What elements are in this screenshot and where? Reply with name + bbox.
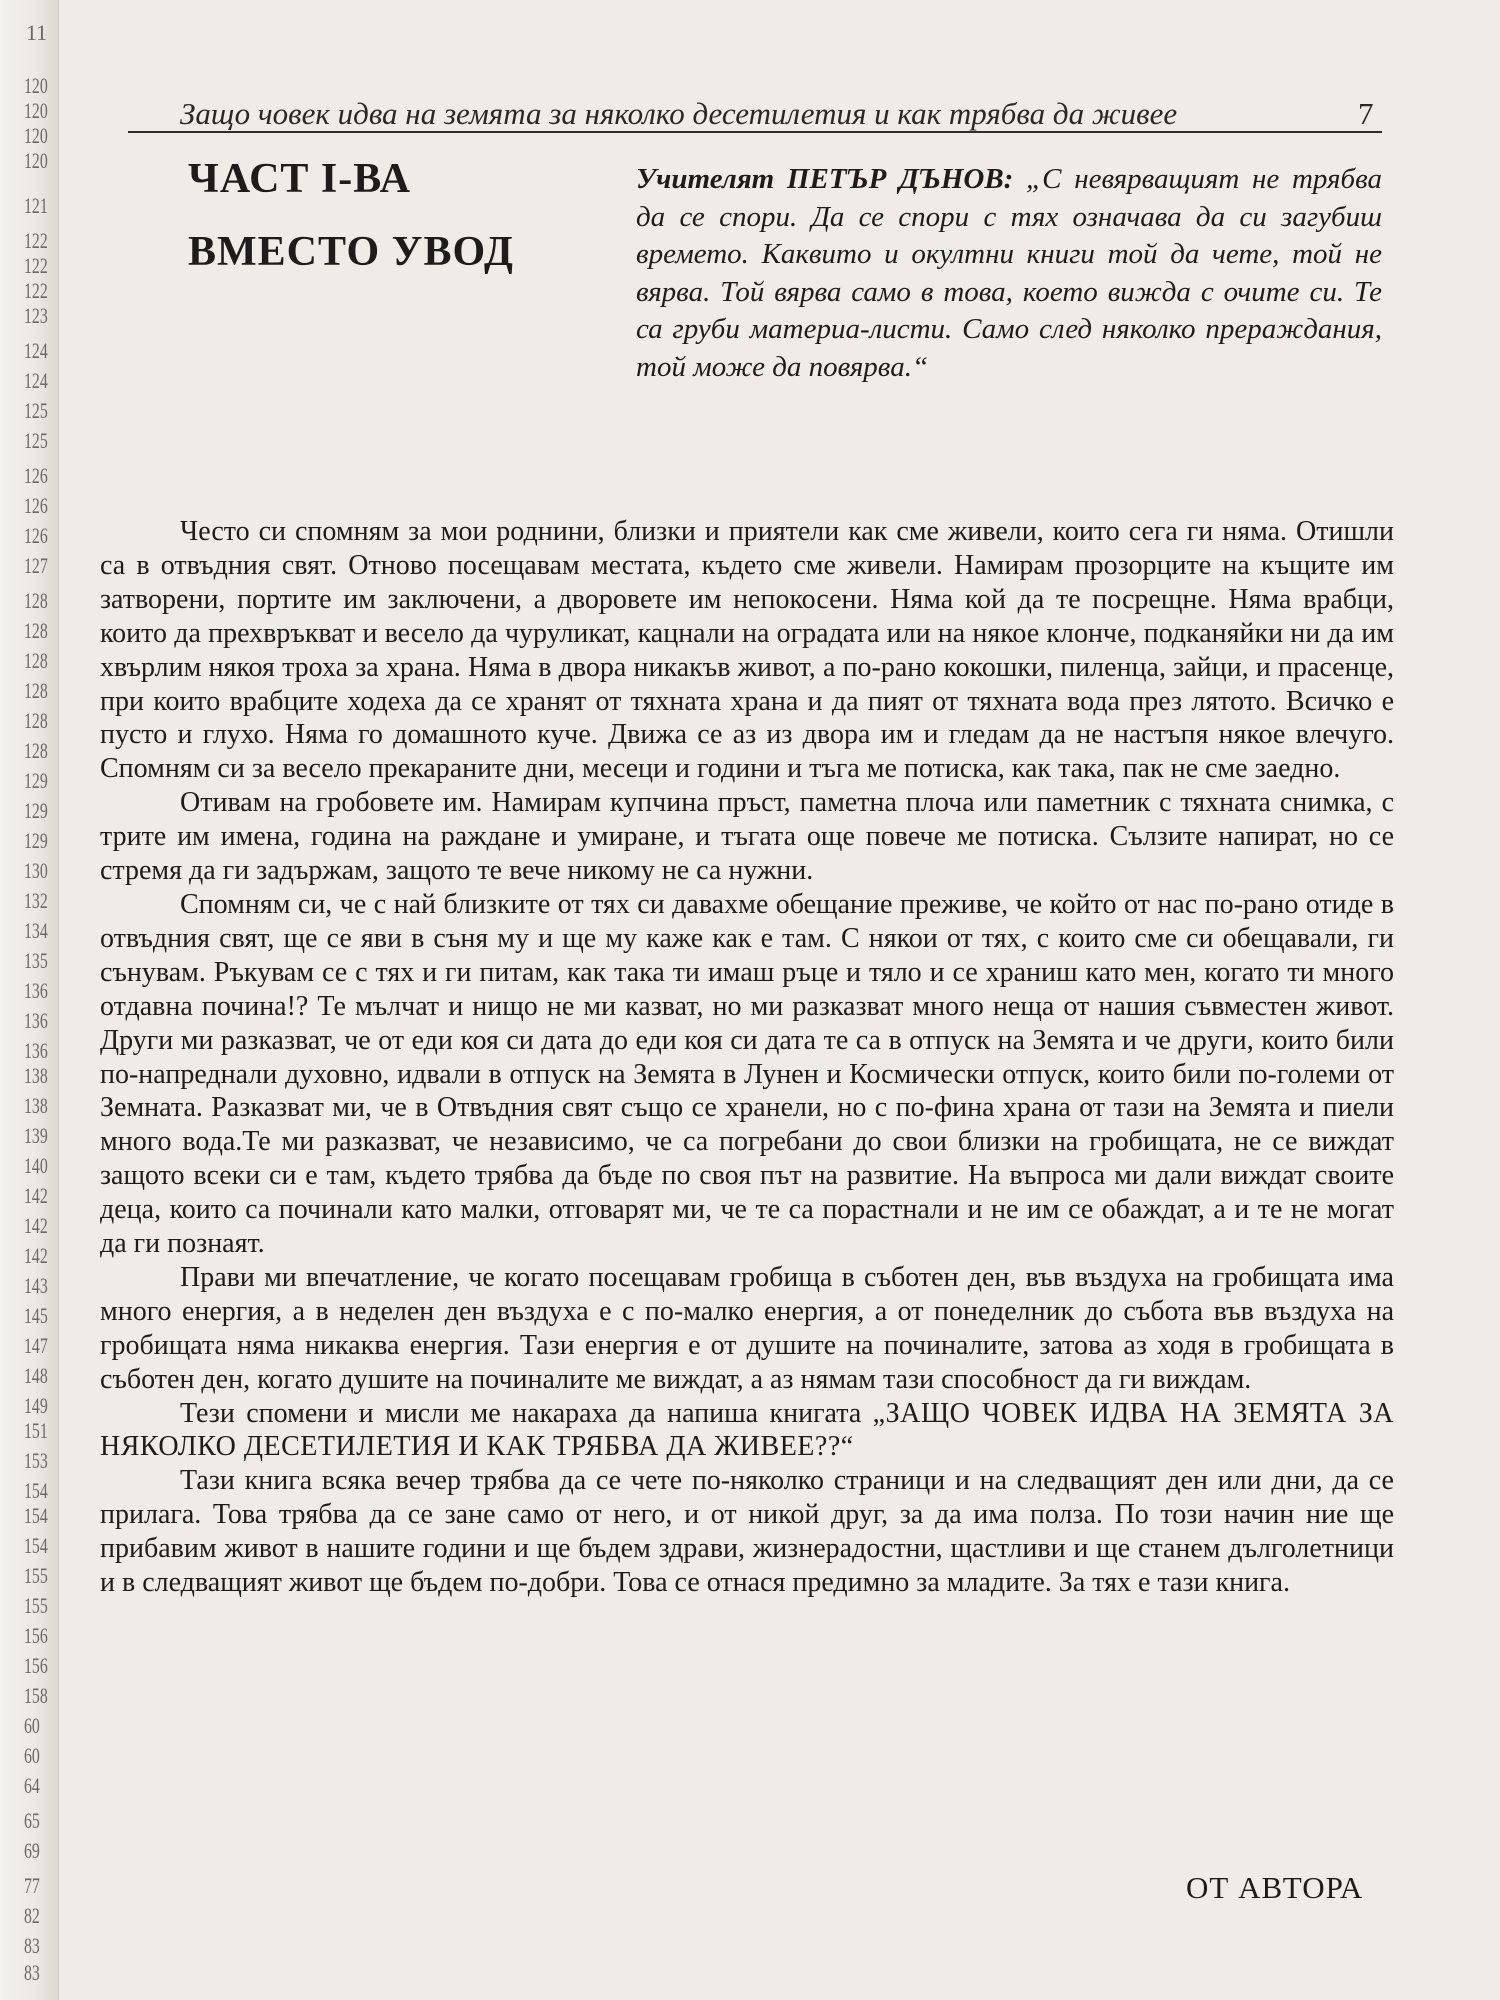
gutter-number: 128 bbox=[24, 648, 48, 673]
gutter-number: 149 bbox=[24, 1393, 48, 1418]
gutter-number: 129 bbox=[24, 828, 48, 853]
gutter-number: 148 bbox=[24, 1363, 48, 1388]
gutter-number: 129 bbox=[24, 768, 48, 793]
gutter-number: 156 bbox=[24, 1623, 48, 1648]
gutter-number: 126 bbox=[24, 523, 48, 548]
gutter-number: 126 bbox=[24, 493, 48, 518]
gutter-number: 134 bbox=[24, 918, 48, 943]
epigraph-author: Учителят ПЕТЪР ДЪНОВ: bbox=[636, 163, 1014, 195]
gutter-number: 65 bbox=[24, 1808, 40, 1833]
gutter-number: 139 bbox=[24, 1123, 48, 1148]
book-mention-lead: Тези спомени и мисли ме накараха да напиша книгата bbox=[180, 1397, 873, 1429]
gutter-top-mark: 11 bbox=[26, 20, 48, 45]
gutter-number: 147 bbox=[24, 1333, 48, 1358]
gutter-number: 127 bbox=[24, 553, 48, 578]
gutter-number: 126 bbox=[24, 463, 48, 488]
gutter-number: 129 bbox=[24, 798, 48, 823]
gutter-number: 154 bbox=[24, 1503, 48, 1528]
section-title: ВМЕСТО УВОД bbox=[188, 229, 514, 275]
gutter-number: 151 bbox=[24, 1418, 48, 1443]
gutter-number: 136 bbox=[24, 1008, 48, 1033]
gutter-number: 156 bbox=[24, 1653, 48, 1678]
gutter-number: 120 bbox=[24, 123, 48, 148]
gutter-number: 154 bbox=[24, 1478, 48, 1503]
gutter-number: 124 bbox=[24, 338, 48, 363]
closing-paragraph: Тази книга всяка вечер трябва да се чете по-няколко страници и на следващият ден или дни, да се прилага. Това трябва да се зане само от него, и от никой друг, за да има полза. По този начин ние ще прибавим живот в нашите години и ще бъдем здрави, жизнерадостни, щастливи и ще станем дълголетници и в следващият живот ще бъдем по-добри. Това се отнася предимно за младите. За тях е тази книга. bbox=[100, 1465, 1394, 1599]
gutter-number: 128 bbox=[24, 738, 48, 763]
gutter-number: 140 bbox=[24, 1153, 48, 1178]
gutter-number: 83 bbox=[24, 1933, 40, 1958]
gutter-number: 142 bbox=[24, 1183, 48, 1208]
gutter-number: 128 bbox=[24, 588, 48, 613]
gutter-number: 154 bbox=[24, 1533, 48, 1558]
gutter-number: 120 bbox=[24, 98, 48, 123]
gutter-number: 122 bbox=[24, 278, 48, 303]
gutter-number: 123 bbox=[24, 303, 48, 328]
gutter-number: 122 bbox=[24, 253, 48, 278]
gutter-number: 136 bbox=[24, 1038, 48, 1063]
gutter-number: 64 bbox=[24, 1773, 40, 1798]
gutter-number: 82 bbox=[24, 1903, 40, 1928]
gutter-number: 128 bbox=[24, 708, 48, 733]
gutter-number: 60 bbox=[24, 1743, 40, 1768]
gutter-number: 143 bbox=[24, 1273, 48, 1298]
paragraph: Често си спомням за мои роднини, близки и приятели как сме живели, които сега ги няма. Отишли са в отвъдния свят. Отново посещавам местата, където сме живели. Намирам прозорците на къщите им затворени, портите им заключени, а дворовете им непокосени. Няма кой да те посрещне. Няма врабци, които да прехвръкват и весело да чуруликат, кацнали на оградата или на някое клонче, подканяйки ни да им хвърлим някоя троха за храна. Няма в двора никакъв живот, а по-рано кокошки, пиленца, зайци, и прасенце, при които врабците ходеха да се хранят от тяхната храна и да пият от тяхната вода през лятото. Всичко е пусто и глухо. Няма го домашното куче. Движа се аз из двора им и гледам да не настъпя някое влечуго. Спомням си за весело прекараните дни, месеци и години и тъга ме потиска, как така, пак не сме заедно. bbox=[100, 516, 1394, 785]
gutter-number: 60 bbox=[24, 1713, 40, 1738]
book-title: „ЗАЩО ЧОВЕК ИДВА НА ЗЕМЯТА ЗА НЯКОЛКО ДЕСЕТИЛЕТИЯ И КАК ТРЯБВА ДА ЖИВЕЕ??“ bbox=[100, 1397, 1394, 1463]
book-mention-paragraph bbox=[100, 1397, 1394, 1465]
gutter-number: 138 bbox=[24, 1063, 48, 1088]
gutter-number: 128 bbox=[24, 678, 48, 703]
gutter-number: 125 bbox=[24, 428, 48, 453]
paragraph: Спомням си, че с най близките от тях си давахме обещание преживе, че който от нас по-рано отиде в отвъдния свят, ще се яви в съня му и ще му каже как е там. С някои от тях, с които сме си обещавали, ги сънувам. Ръкувам се с тях и ги питам, как така ти имаш ръце и тяло и се храниш като мен, когато ти много отдавна почина!? Те мълчат и нищо не ми казват, но ми разказват много неща от нашия съвместен живот. Други ми разказват, че от еди коя си дата до еди коя си дата те са в отпуск на Земята и че други, които били по-напреднали духовно, идвали в отпуск на Земята в Лунен и Космически отпуск, които били по-големи от Земната. Разказват ми, че в Отвъдния свят също се хранели, но с по-фина храна от тази на Земята и пиели много вода.Те ми разказват, че независимо, че са погребани до свои близки на гробищата, не се виждат защото всеки си е там, където трябва да бъде по своя път на развитие. На въпроса ми дали виждат своите деца, които са починали като малки, отговарят ми, че те са порастнали и не им се обаждат, а и те не могат да ги познаят. bbox=[100, 888, 1394, 1260]
gutter-number: 122 bbox=[24, 228, 48, 253]
gutter-number: 136 bbox=[24, 978, 48, 1003]
gutter-number: 132 bbox=[24, 888, 48, 913]
gutter-number: 120 bbox=[24, 148, 48, 173]
page-number: 7 bbox=[1358, 96, 1374, 131]
epigraph-text: „С невярващият не трябва да се спори. Да се спори с тях означава да си загубиш времето. Каквито и окултни книги той да чете, той не вярва. Той вярва само в това, което вижда с очите си. Те са груби материа-листи. Само след няколко прераждания, той може да повярва.“ bbox=[636, 163, 1382, 383]
epigraph-quote bbox=[636, 161, 1382, 386]
running-header-title: Защо човек идва на земята за няколко десетилетия и как трябва да живее bbox=[180, 96, 1178, 131]
header-rule bbox=[128, 131, 1382, 133]
adjacent-page-gutter bbox=[0, 0, 59, 2000]
gutter-number: 121 bbox=[24, 193, 48, 218]
gutter-number: 69 bbox=[24, 1838, 40, 1863]
gutter-number: 130 bbox=[24, 858, 48, 883]
author-signature: ОТ АВТОРА bbox=[1186, 1870, 1364, 1905]
gutter-number: 138 bbox=[24, 1093, 48, 1118]
gutter-number: 158 bbox=[24, 1683, 48, 1708]
gutter-number: 120 bbox=[24, 73, 48, 98]
gutter-number: 125 bbox=[24, 398, 48, 423]
part-title: ЧАСТ I-ВА bbox=[188, 156, 411, 202]
gutter-number: 128 bbox=[24, 618, 48, 643]
gutter-number: 77 bbox=[24, 1873, 40, 1898]
gutter-number: 135 bbox=[24, 948, 48, 973]
paragraph: Прави ми впечатление, че когато посещавам гробища в съботен ден, във въздуха на гробищата има много енергия, а в неделен ден въздуха е с по-малко енергия, а от понеделник до събота във въздуха на гробищата няма никаква енергия. Тази енергия е от душите на починалите, затова аз ходя в гробищата в съботен ден, когато душите на починалите ме виждат, а аз нямам тази способност да ги виждам. bbox=[100, 1261, 1394, 1395]
gutter-number: 155 bbox=[24, 1563, 48, 1588]
body-text bbox=[100, 515, 1394, 1600]
gutter-number: 142 bbox=[24, 1243, 48, 1268]
gutter-number: 155 bbox=[24, 1593, 48, 1618]
gutter-number: 124 bbox=[24, 368, 48, 393]
paragraph: Отивам на гробовете им. Намирам купчина пръст, паметна плоча или паметник с тяхната снимка, с трите им имена, година на раждане и умиране, и тъгата още повече ме потиска. Сълзите напират, но се стремя да ги задържам, защото те вече никому не са нужни. bbox=[100, 787, 1394, 887]
gutter-number: 83 bbox=[24, 1960, 40, 1985]
gutter-number: 142 bbox=[24, 1213, 48, 1238]
gutter-number: 153 bbox=[24, 1448, 48, 1473]
gutter-number: 145 bbox=[24, 1303, 48, 1328]
